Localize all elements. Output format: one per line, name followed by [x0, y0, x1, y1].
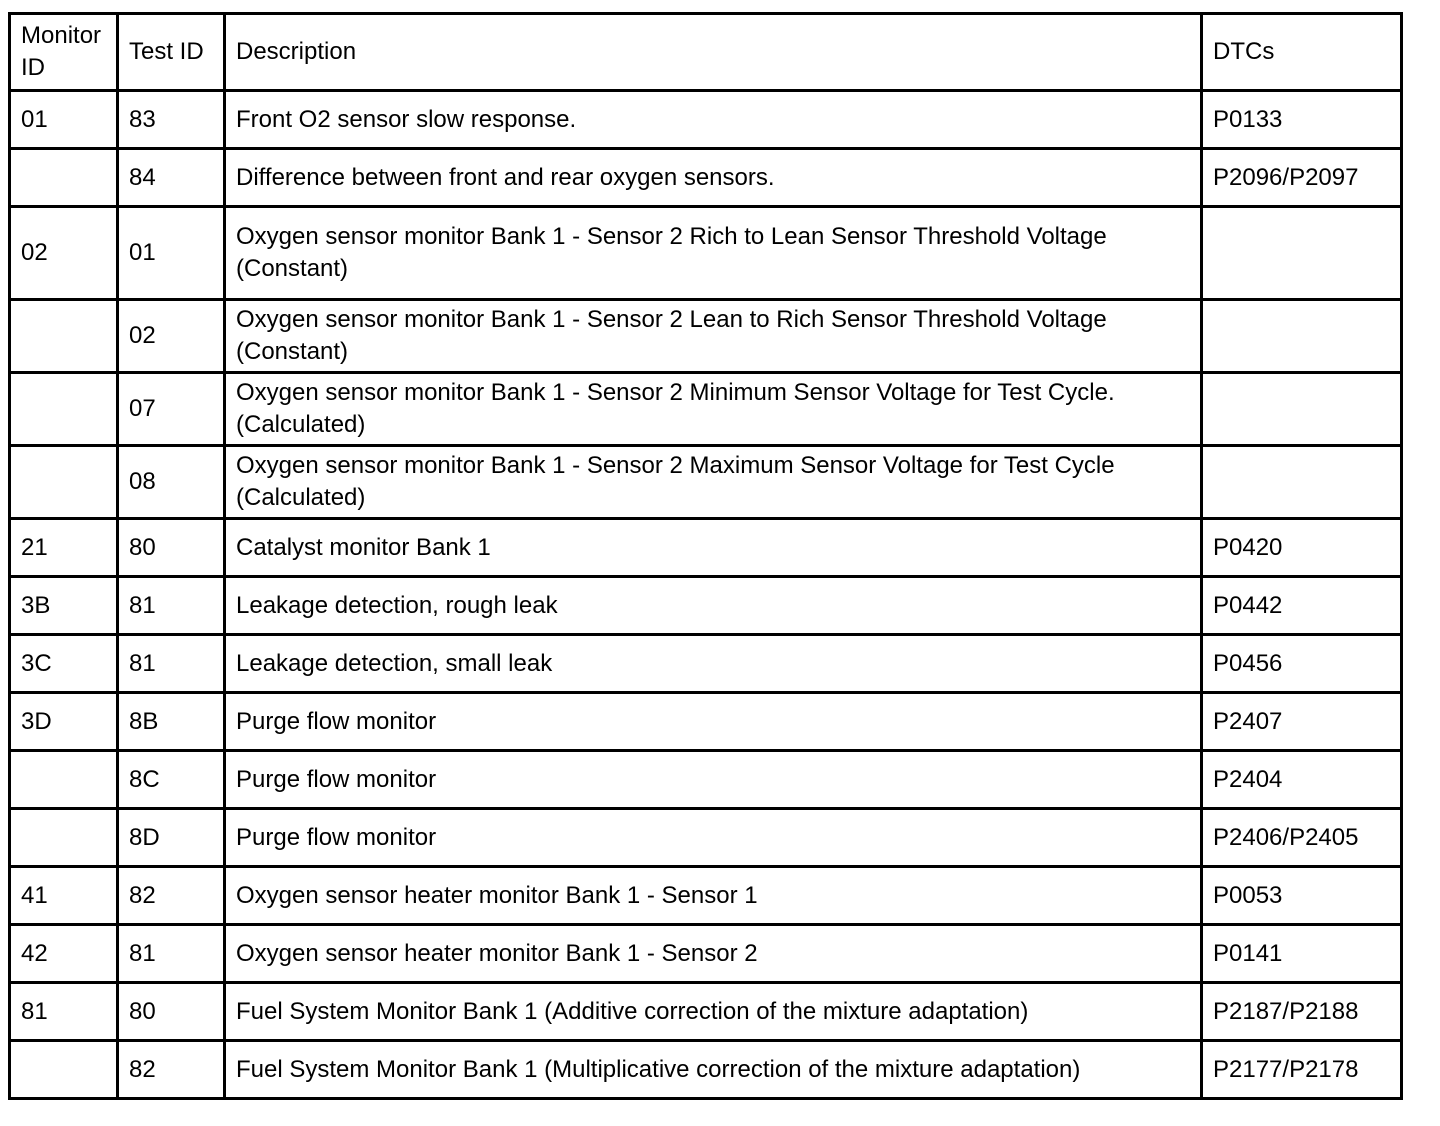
- cell-description: Purge flow monitor: [225, 693, 1202, 751]
- cell-monitor-id: 3C: [10, 635, 118, 693]
- header-description: Description: [225, 14, 1202, 91]
- table-row: [10, 809, 1402, 867]
- cell-monitor-id: 01: [10, 91, 118, 149]
- cell-dtcs: [1202, 207, 1402, 300]
- table-row: [10, 983, 1402, 1041]
- table-row: [10, 1041, 1402, 1099]
- cell-description: Oxygen sensor heater monitor Bank 1 - Sensor 1: [225, 867, 1202, 925]
- cell-dtcs: P0442: [1202, 577, 1402, 635]
- cell-test-id: 80: [118, 983, 225, 1041]
- cell-test-id: 08: [118, 446, 225, 519]
- header-dtcs: DTCs: [1202, 14, 1402, 91]
- cell-dtcs: P0420: [1202, 519, 1402, 577]
- header-test-id: Test ID: [118, 14, 225, 91]
- cell-monitor-id: 3B: [10, 577, 118, 635]
- table-row: [10, 149, 1402, 207]
- cell-test-id: 8D: [118, 809, 225, 867]
- cell-test-id: 8C: [118, 751, 225, 809]
- cell-test-id: 80: [118, 519, 225, 577]
- table-row: [10, 446, 1402, 519]
- cell-dtcs: [1202, 300, 1402, 373]
- table-row: [10, 519, 1402, 577]
- cell-monitor-id: 02: [10, 207, 118, 300]
- cell-dtcs: P0053: [1202, 867, 1402, 925]
- table-row: [10, 300, 1402, 373]
- cell-test-id: 01: [118, 207, 225, 300]
- cell-test-id: 82: [118, 1041, 225, 1099]
- header-monitor-id: Monitor ID: [10, 14, 118, 91]
- monitor-test-table: [8, 12, 1403, 1100]
- cell-dtcs: P0456: [1202, 635, 1402, 693]
- cell-monitor-id: [10, 809, 118, 867]
- table-row: [10, 751, 1402, 809]
- cell-description: Oxygen sensor monitor Bank 1 - Sensor 2 Lean to Rich Sensor Threshold Voltage (Constant): [225, 300, 1202, 373]
- cell-dtcs: [1202, 446, 1402, 519]
- cell-description: Oxygen sensor monitor Bank 1 - Sensor 2 Rich to Lean Sensor Threshold Voltage (Constant): [225, 207, 1202, 300]
- cell-dtcs: P2187/P2188: [1202, 983, 1402, 1041]
- cell-test-id: 02: [118, 300, 225, 373]
- table-row: [10, 867, 1402, 925]
- table-row: [10, 577, 1402, 635]
- cell-description: Difference between front and rear oxygen sensors.: [225, 149, 1202, 207]
- cell-test-id: 81: [118, 577, 225, 635]
- cell-dtcs: P2096/P2097: [1202, 149, 1402, 207]
- cell-monitor-id: [10, 149, 118, 207]
- cell-monitor-id: 42: [10, 925, 118, 983]
- table-row: [10, 925, 1402, 983]
- cell-monitor-id: [10, 446, 118, 519]
- cell-test-id: 82: [118, 867, 225, 925]
- table-row: [10, 635, 1402, 693]
- cell-description: Oxygen sensor monitor Bank 1 - Sensor 2 Maximum Sensor Voltage for Test Cycle (Calculated): [225, 446, 1202, 519]
- cell-monitor-id: [10, 300, 118, 373]
- cell-dtcs: P2406/P2405: [1202, 809, 1402, 867]
- table-row: [10, 207, 1402, 300]
- cell-dtcs: P2177/P2178: [1202, 1041, 1402, 1099]
- cell-description: Front O2 sensor slow response.: [225, 91, 1202, 149]
- cell-description: Leakage detection, rough leak: [225, 577, 1202, 635]
- cell-test-id: 83: [118, 91, 225, 149]
- cell-description: Oxygen sensor heater monitor Bank 1 - Sensor 2: [225, 925, 1202, 983]
- cell-description: Oxygen sensor monitor Bank 1 - Sensor 2 Minimum Sensor Voltage for Test Cycle. (Calculated): [225, 373, 1202, 446]
- table-row: [10, 373, 1402, 446]
- cell-dtcs: P2404: [1202, 751, 1402, 809]
- cell-test-id: 81: [118, 925, 225, 983]
- cell-dtcs: P0133: [1202, 91, 1402, 149]
- cell-test-id: 8B: [118, 693, 225, 751]
- cell-monitor-id: 41: [10, 867, 118, 925]
- table-row: [10, 91, 1402, 149]
- cell-description: Leakage detection, small leak: [225, 635, 1202, 693]
- cell-dtcs: P2407: [1202, 693, 1402, 751]
- cell-monitor-id: [10, 751, 118, 809]
- cell-monitor-id: [10, 373, 118, 446]
- cell-monitor-id: 21: [10, 519, 118, 577]
- cell-dtcs: [1202, 373, 1402, 446]
- cell-monitor-id: [10, 1041, 118, 1099]
- cell-description: Purge flow monitor: [225, 809, 1202, 867]
- cell-description: Purge flow monitor: [225, 751, 1202, 809]
- table-header-row: [10, 14, 1402, 91]
- cell-description: Fuel System Monitor Bank 1 (Additive correction of the mixture adaptation): [225, 983, 1202, 1041]
- cell-dtcs: P0141: [1202, 925, 1402, 983]
- cell-description: Catalyst monitor Bank 1: [225, 519, 1202, 577]
- cell-monitor-id: 3D: [10, 693, 118, 751]
- table-row: [10, 693, 1402, 751]
- cell-test-id: 84: [118, 149, 225, 207]
- cell-monitor-id: 81: [10, 983, 118, 1041]
- cell-description: Fuel System Monitor Bank 1 (Multiplicative correction of the mixture adaptation): [225, 1041, 1202, 1099]
- cell-test-id: 81: [118, 635, 225, 693]
- cell-test-id: 07: [118, 373, 225, 446]
